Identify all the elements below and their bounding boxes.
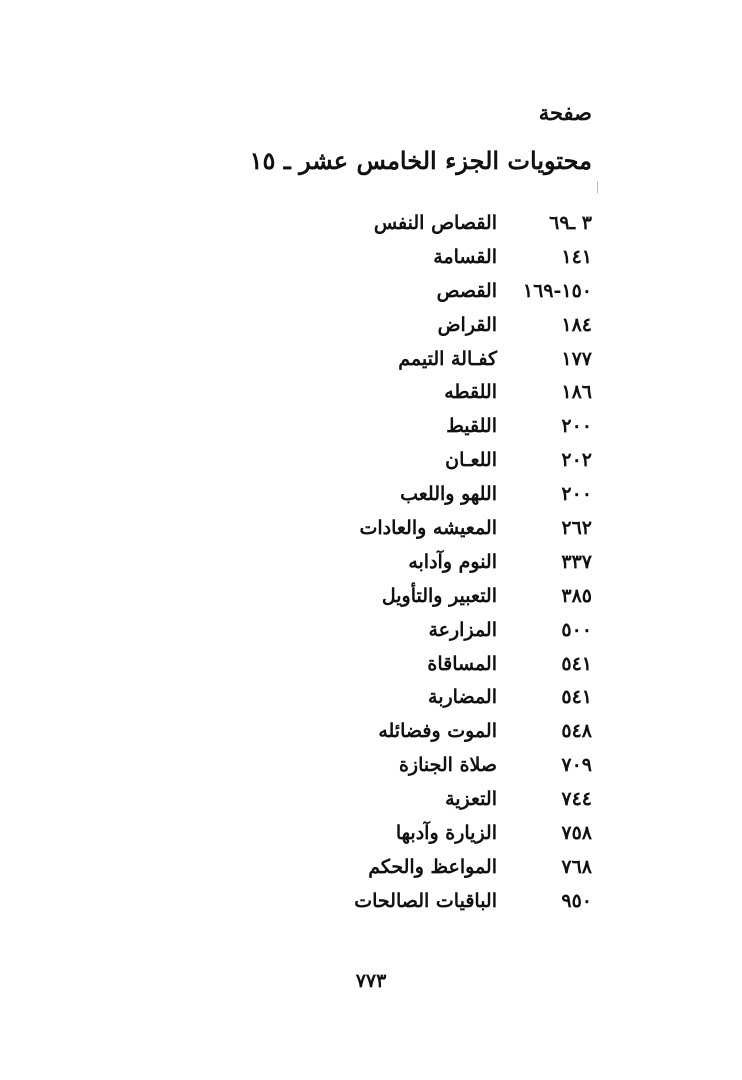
toc-topic: القصص <box>436 279 497 302</box>
toc-topic: المواعظ والحكم <box>368 855 497 878</box>
toc-entry <box>212 477 592 511</box>
toc-topic: اللقيط <box>446 415 497 438</box>
toc-entry <box>212 375 592 409</box>
toc-entry <box>212 613 592 647</box>
toc-entry <box>212 511 592 545</box>
toc-page-number: ١٨٤ <box>561 313 592 336</box>
toc-entry <box>212 274 592 308</box>
toc-page-number: ٩٥٠ <box>561 889 592 912</box>
toc-topic: اللهو واللعب <box>400 483 497 506</box>
toc-topic: اللقطه <box>444 381 497 404</box>
toc-topic: المعيشه والعادات <box>359 516 497 539</box>
toc-topic: كفـالة التيمم <box>398 347 497 370</box>
toc-topic: اللعـان <box>445 449 497 472</box>
toc-entry <box>212 545 592 579</box>
toc-entry <box>212 816 592 850</box>
toc-entry <box>212 579 592 613</box>
toc-topic: النوم وآدابه <box>408 550 497 573</box>
margin-mark <box>597 181 598 193</box>
toc-page-number: ٥٤٨ <box>561 720 592 743</box>
page-column-label: صفحة <box>538 100 592 125</box>
toc-page-number: ٣٨٥ <box>561 584 592 607</box>
toc-entry <box>212 884 592 918</box>
toc-topic: القصاص النفس <box>373 211 497 234</box>
table-of-contents <box>212 206 592 918</box>
toc-entry <box>212 409 592 443</box>
toc-page-number: ٥٤١ <box>561 652 592 675</box>
toc-page-number: ١٧٧ <box>561 347 592 370</box>
toc-page-number: ٢٠٠ <box>561 483 592 506</box>
toc-page-number: ١٨٦ <box>561 381 592 404</box>
toc-entry <box>212 714 592 748</box>
toc-topic: التعبير والتأويل <box>381 584 497 607</box>
toc-page-number: ٧٦٨ <box>561 855 592 878</box>
toc-entry <box>212 680 592 714</box>
toc-topic: صلاة الجنازة <box>398 754 497 777</box>
toc-entry <box>212 342 592 376</box>
toc-page-number: ٢٦٢ <box>561 516 592 539</box>
toc-entry <box>212 748 592 782</box>
footer-page-number: ٧٧٣ <box>355 970 387 992</box>
toc-topic: الباقيات الصالحات <box>354 889 497 912</box>
contents-title: محتويات الجزء الخامس عشر ـ ١٥ <box>249 146 592 175</box>
toc-entry <box>212 240 592 274</box>
toc-page-number: ١٥٠-١٦٩ <box>522 279 592 302</box>
toc-topic: المضاربة <box>428 686 497 709</box>
toc-entry <box>212 647 592 681</box>
toc-entry <box>212 443 592 477</box>
toc-page-number: ٧٠٩ <box>561 754 592 777</box>
toc-page-number: ٥٠٠ <box>561 618 592 641</box>
toc-topic: المزارعة <box>428 618 497 641</box>
toc-page-number: ٧٤٤ <box>561 788 592 811</box>
toc-page-number: ٥٤١ <box>561 686 592 709</box>
toc-page-number: ٧٥٨ <box>561 821 592 844</box>
toc-page-number: ٢٠٢ <box>561 449 592 472</box>
toc-page-number: ٣ ـ٦٩ <box>549 211 592 234</box>
toc-page-number: ٢٠٠ <box>561 415 592 438</box>
toc-topic: الموت وفضائله <box>378 720 497 743</box>
toc-entry <box>212 308 592 342</box>
toc-entry <box>212 782 592 816</box>
toc-topic: المساقاة <box>427 652 497 675</box>
toc-entry <box>212 850 592 884</box>
toc-page-number: ٣٣٧ <box>561 550 592 573</box>
toc-topic: الزيارة وآدبها <box>395 821 497 844</box>
toc-entry <box>212 206 592 240</box>
toc-page-number: ١٤١ <box>561 245 592 268</box>
toc-topic: القراض <box>437 313 497 336</box>
toc-topic: التعزية <box>445 788 497 811</box>
toc-topic: القسامة <box>433 245 497 268</box>
